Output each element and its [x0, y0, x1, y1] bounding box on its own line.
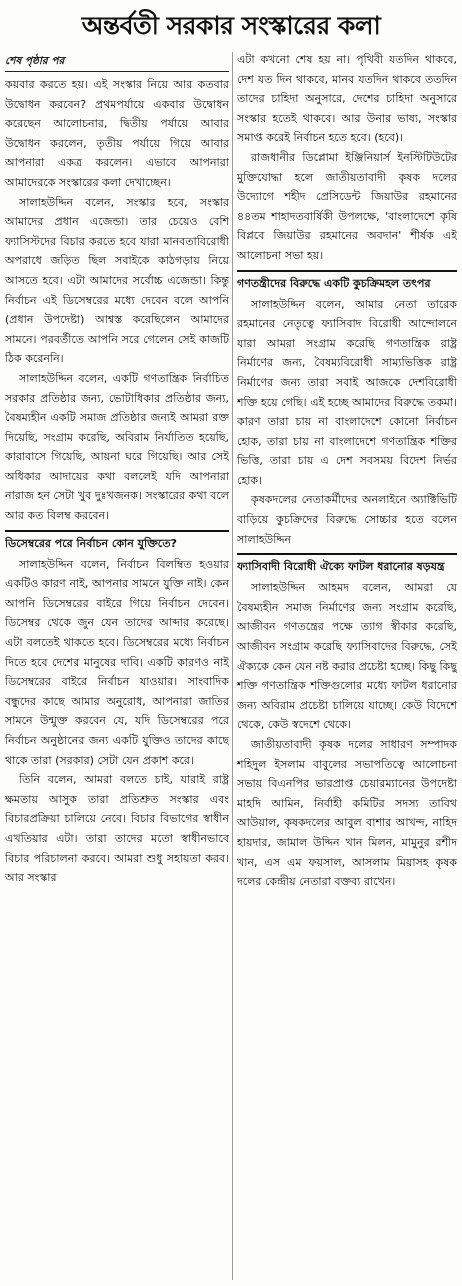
right-column [237, 50, 457, 1282]
paragraph: সালাহউদ্দিন আহমদ বলেন, আমরা যে বৈষম্যহীন সমাজ নির্মাণের জন্য সংগ্রাম করেছি, আজীবন গণতন্ত্রের পক্ষে ত্যাগ স্বীকার করেছি, আজীবন সংগ্রাম করেছি ফ্যাসিবাদের বিরুদ্ধে, সেই ঐক্যকে কেন যেন নষ্ট করার প্রচেষ্টা হচ্ছে। কিছু কিছু শক্তি গণতান্ত্রিক শক্তিগুলোর মধ্যে ফাটল ধরানোর জন্য অবিরাম প্রচেষ্টা চালিয়ে যাচ্ছে। কেউ বিদেশে থেকে, কেউ স্বদেশে থেকে। [237, 581, 457, 732]
left-column [5, 50, 229, 1282]
paragraph: সালাহউদ্দিন বলেন, একটি গণতান্ত্রিক নির্বাচিত সরকার প্রতিষ্ঠার জন্য, ভোটাধিকার প্রতিষ্ঠার জন্য, বৈষম্যহীন একটি সমাজ প্রতিষ্ঠার জন্যই আমরা রক্ত দিয়েছি, সংগ্রাম করেছি, অবিরাম নির্যাতিত হয়েছি, কারাবাসে গিয়েছি, আয়না ঘরে গিয়েছি। আর সেই অধিকার আদায়ের কথা বললেই যদি আপনারা নারাজ হন সেটা খুব দুঃখজনক। সংস্কারের কথা বলে আর কত বিলম্ব করবেন। [5, 371, 229, 523]
subheading: ডিসেম্বরের পরে নির্বাচন কোন যুক্তিতে? [5, 530, 229, 553]
paragraph: জাতীয়তাবাদী কৃষক দলের সাধারণ সম্পাদক শহিদুল ইসলাম বাবুলের সভাপতিত্বে আলোচনা সভায় বিএনপির ভারপ্রাপ্ত চেয়ারম্যানের উপদেষ্টা মাহদি আমিন, নির্বাহী কমিটির সদস্য তাবিথ আউয়াল, কৃষকদলের আবুল বাশার আখন্দ, নাহিদ হায়দার, জামাল উদ্দিন খান মিলন, মামুনুর রশীদ খান, এস এম ফয়সাল, আসলাম মিয়াসহ কৃষক দলের কেন্দ্রীয় নেতারা বক্তব্য রাখেন। [237, 738, 457, 889]
paragraph: কয়বার করতে হয়। এই সংস্কার নিয়ে আর কতবার উদ্বোধন করবেন? প্রথমপর্যায়ে একবার উদ্বোধন করেছেন আলোচনার, দ্বিতীয় পর্যায়ে আবার উদ্বোধন করলেন, তৃতীয় পর্যায়ে গিয়ে আবার আপনারা একত্র করলেন। এভাবে আপনারা আমাদেরকে সংস্কারের কলা দেখাচ্ছেন। [5, 78, 229, 189]
headline: অন্তর্বতী সরকার সংস্কারের কলা [81, 11, 381, 40]
paragraph: রাজধানীর ডিপ্লোমা ইঞ্জিনিয়ার্স ইনস্টিটিউটের মুক্তিযোদ্ধা হলে জাতীয়তাবাদী কৃষক দলের উদ্যোগে শহীদ প্রেসিডেন্ট জিয়াউর রহমানের ৪৪তম শাহাদতবার্ষিকী উপলক্ষে, 'বাংলাদেশে কৃষি বিপ্লবে জিয়াউর রহমানের অবদান' শীর্ষক এই আলোচনা সভা হয়। [237, 150, 457, 262]
column-divider [232, 52, 233, 1280]
paragraph: এটা কখনো শেষ হয় না। পৃথিবী যতদিন থাকবে, দেশ যত দিন থাকবে, মানব যতদিন থাকবে ততদিন তাদের চাহিদা অনুসারে, দেশের চাহিদা অনুসারে সংস্কার হতেই থাকবে। আর উনার ভাষ্য, সংস্কার সমাপ্ত করেই নির্বাচন হতে হবে। (হবে)। [237, 53, 457, 145]
subheading: ফ্যাসিবাদী বিরোধী ঐক্যে ফাটল ধরানোর ষড়যন্ত্র [237, 553, 457, 576]
paragraph: সালাহউদ্দিন বলেন, আমার নেতা তারেক রহমানের নেতৃত্বে ফ্যাসিবাদ বিরোধী আন্দোলনে যারা আমরা সংগ্রাম করেছি গণতান্ত্রিক রাষ্ট্র নির্মাণের জন্য, বৈষম্যবিরোধী সাম্যভিত্তিক রাষ্ট্র নির্মাণের জন্য তারা সবাই আজকে দেশবিরোধী শক্তি হয়ে গেছি। এই হচ্ছে আমাদের বিরুদ্ধে তকমা। কারণ তারা চায় না বাংলাদেশে কোনো নির্বাচন হোক, তারা চায় না বাংলাদেশে গণতান্ত্রিক শক্তির ভিত্তি, তারা চায় এ দেশ সবসময় বিদেশ নির্ভর হোক। [237, 297, 457, 487]
subheading: গণতন্ত্রীদের বিরুদ্ধে একটি কুচক্রিমহল তৎপর [237, 270, 457, 293]
continuation-kicker: শেষ পৃষ্ঠার পর [5, 52, 229, 72]
paragraph: কৃষকদলের নেতাকর্মীদের অনলাইনে অ্যাক্টিভিটি বাড়িয়ে কুচক্রিদের বিরুদ্ধে সোচ্চার হতে বলেন সালাহউদ্দিন [237, 493, 457, 546]
paragraph: সালাহউদ্দিন বলেন, সংস্কার হবে, সংস্কার আমাদের প্রধান এজেন্ডা। তার চেয়েও বেশি ফ্যাসিস্টদের বিচার করতে হবে যারা মানবতাবিরোধী অপরাধে জড়িত ছিল সবাইকে কাঠগড়ায় নিয়ে আসতে হবে। এটা আমাদের সর্বোচ্চ এজেন্ডা। কিন্তু নির্বাচন এই ডিসেম্বরের মধ্যে দেবেন বলে আপনি (প্রধান উপদেষ্টা) আশ্বস্ত করেছিলেন আমাদের সামনে। পরবর্তীতে আপনি সরে গেলেন সেই কাজটি ঠিক করেননি। [5, 195, 229, 366]
paragraph: তিনি বলেন, আমরা বলতে চাই, যারাই রাষ্ট্র ক্ষমতায় আসুক তারা প্রতিশ্রুত সংস্কার এবং বিচারপ্রক্রিয়া চালিয়ে নেবে। বিচার বিভাগের স্বাধীন এখতিয়ার এটা। তারা তাদের মতো স্বাধীনভাবে বিচার পরিচালনা করবে। আমরা শুধু সহায়তা করব। আর সংস্কার [5, 773, 229, 885]
paragraph: সালাহউদ্দিন বলেন, নির্বাচন বিলম্বিত হওয়ার একটিও কারণ নাই, আপনার সামনে যুক্তি নাই। কেন আপনি ডিসেম্বরের বাইরে গিয়ে নির্বাচন দেবেন। ডিসেম্বর থেকে জুন যেন তাদের আব্দার করেছে। এটা বলতেই থাকতে হবে। ডিসেম্বরের মধ্যে নির্বাচন দিতে হবে দেশের মানুষের দাবি। একটি কারণও নাই ডিসেম্বরের বাইরে নির্বাচন যাওয়ার। সাংবাদিক বন্ধুদের কাছে আমার অনুরোধ, আপনারা জাতির সামনে উন্মুক্ত করবেন যে, যদি ডিসেম্বরের পরে নির্বাচন অনুষ্ঠানের জন্য একটি যুক্তিও তাদের কাছে থাকে তারা (সরকার) সেটা যেন প্রকাশ করে। [5, 557, 229, 767]
